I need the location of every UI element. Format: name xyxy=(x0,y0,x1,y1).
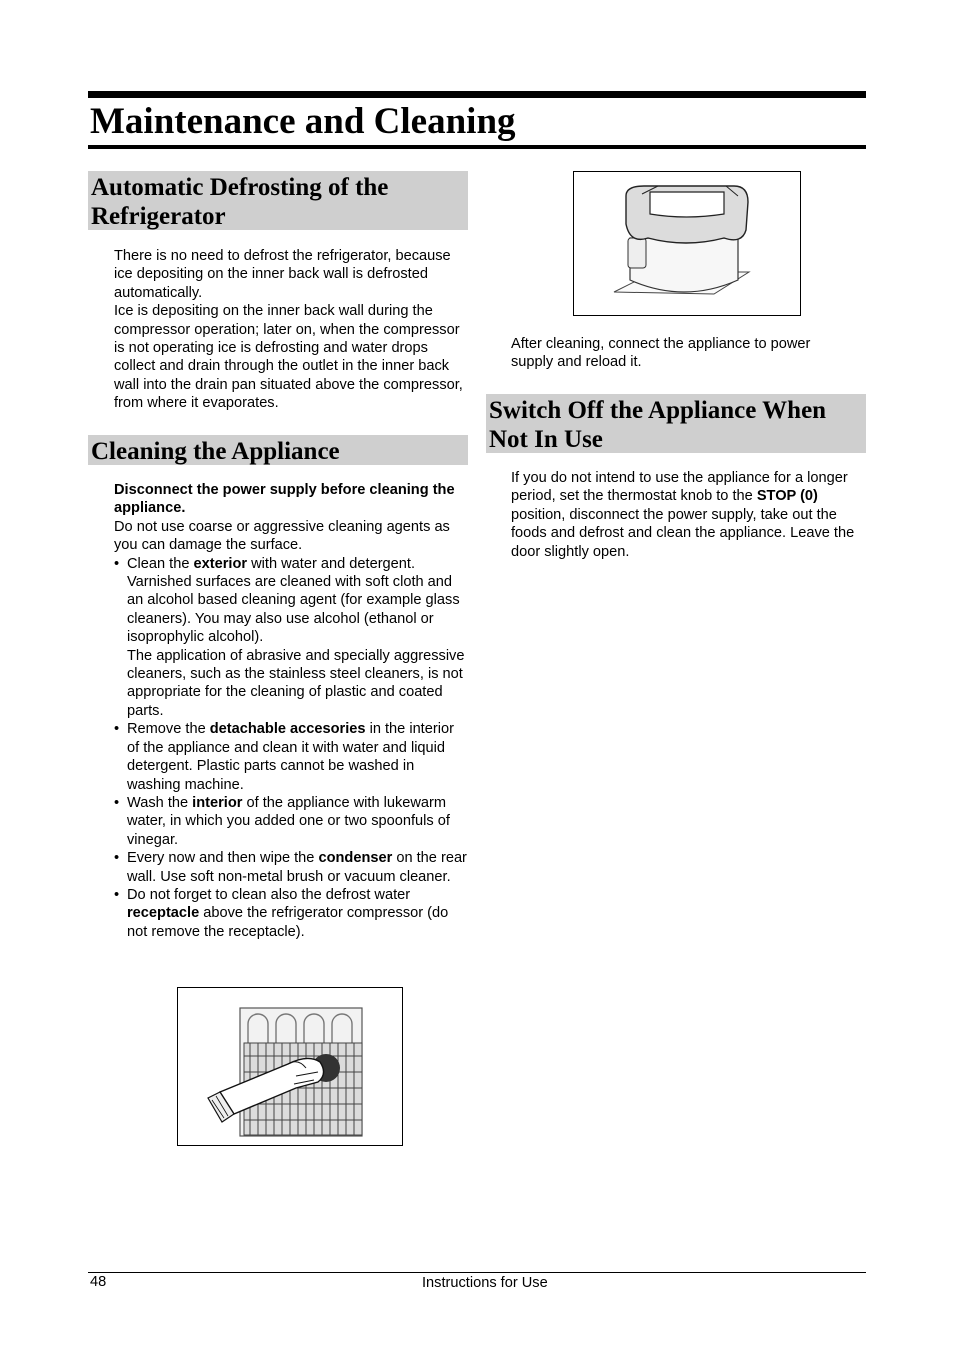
switch-off-heading: Switch Off the Appliance When Not In Use xyxy=(486,394,866,453)
defrost-paragraph-2: Ice is depositing on the inner back wall during the compressor operation; later on, when the compressor is not operating ice is defrosting and water drops collect and drain through the outlet in the inner back wall into the drain pan situated above the compressor, from where it evaporates. xyxy=(114,303,463,412)
page-title: Maintenance and Cleaning xyxy=(90,101,516,142)
title-rule xyxy=(88,145,866,149)
defrost-heading: Automatic Defrosting of the Refrigerator xyxy=(88,171,468,230)
list-item: • Wash the interior of the appliance with lukewarm water, in which you added one or two spoonfuls of vinegar. xyxy=(114,794,470,849)
defrost-text xyxy=(114,247,468,413)
cleaning-text xyxy=(114,481,470,941)
top-rule xyxy=(88,91,866,98)
defrost-paragraph-1: There is no need to defrost the refrigerator, because ice depositing on the inner back wall is defrosted automatically. xyxy=(114,248,451,301)
list-item: • Remove the detachable accesories in the interior of the appliance and clean it with water and liquid detergent. Plastic parts cannot be washed in washing machine. xyxy=(114,720,470,794)
footer-text: Instructions for Use xyxy=(422,1275,548,1291)
footer-rule xyxy=(88,1272,866,1273)
condenser-drawing xyxy=(178,988,402,1145)
cleaning-warning: Disconnect the power supply before cleaning the appliance. xyxy=(114,482,455,517)
list-item: • Do not forget to clean also the defrost water receptacle above the refrigerator compressor (do not remove the receptacle). xyxy=(114,886,470,941)
compressor-drawing xyxy=(574,172,800,315)
list-item: • Clean the exterior with water and detergent. Varnished surfaces are cleaned with soft cloth and an alcohol based cleaning agent (for example glass cleaners). You may also use alcohol (ethanol or isoprophylic alcohol). The application of abrasive and specially aggressive cleaners, such as the stainless steel cleaners, is not appropriate for the cleaning of plastic and coated parts. xyxy=(114,555,470,721)
cleaning-list xyxy=(114,555,470,942)
switch-off-text: If you do not intend to use the appliance for a longer period, set the thermostat knob to the STOP (0) position, disconnect the power supply, take out the foods and defrost and clean the appliance. Leave the door slightly open. xyxy=(511,470,855,560)
condenser-cleaning-illustration xyxy=(177,987,403,1146)
list-item: • Every now and then wipe the condenser on the rear wall. Use soft non-metal brush or vacuum cleaner. xyxy=(114,849,470,886)
after-cleaning-text: After cleaning, connect the appliance to power supply and reload it. xyxy=(511,336,811,371)
page-number: 48 xyxy=(90,1274,107,1290)
drain-pan-illustration xyxy=(573,171,801,316)
cleaning-intro: Do not use coarse or aggressive cleaning agents as you can damage the surface. xyxy=(114,518,450,554)
cleaning-heading: Cleaning the Appliance xyxy=(88,435,468,465)
